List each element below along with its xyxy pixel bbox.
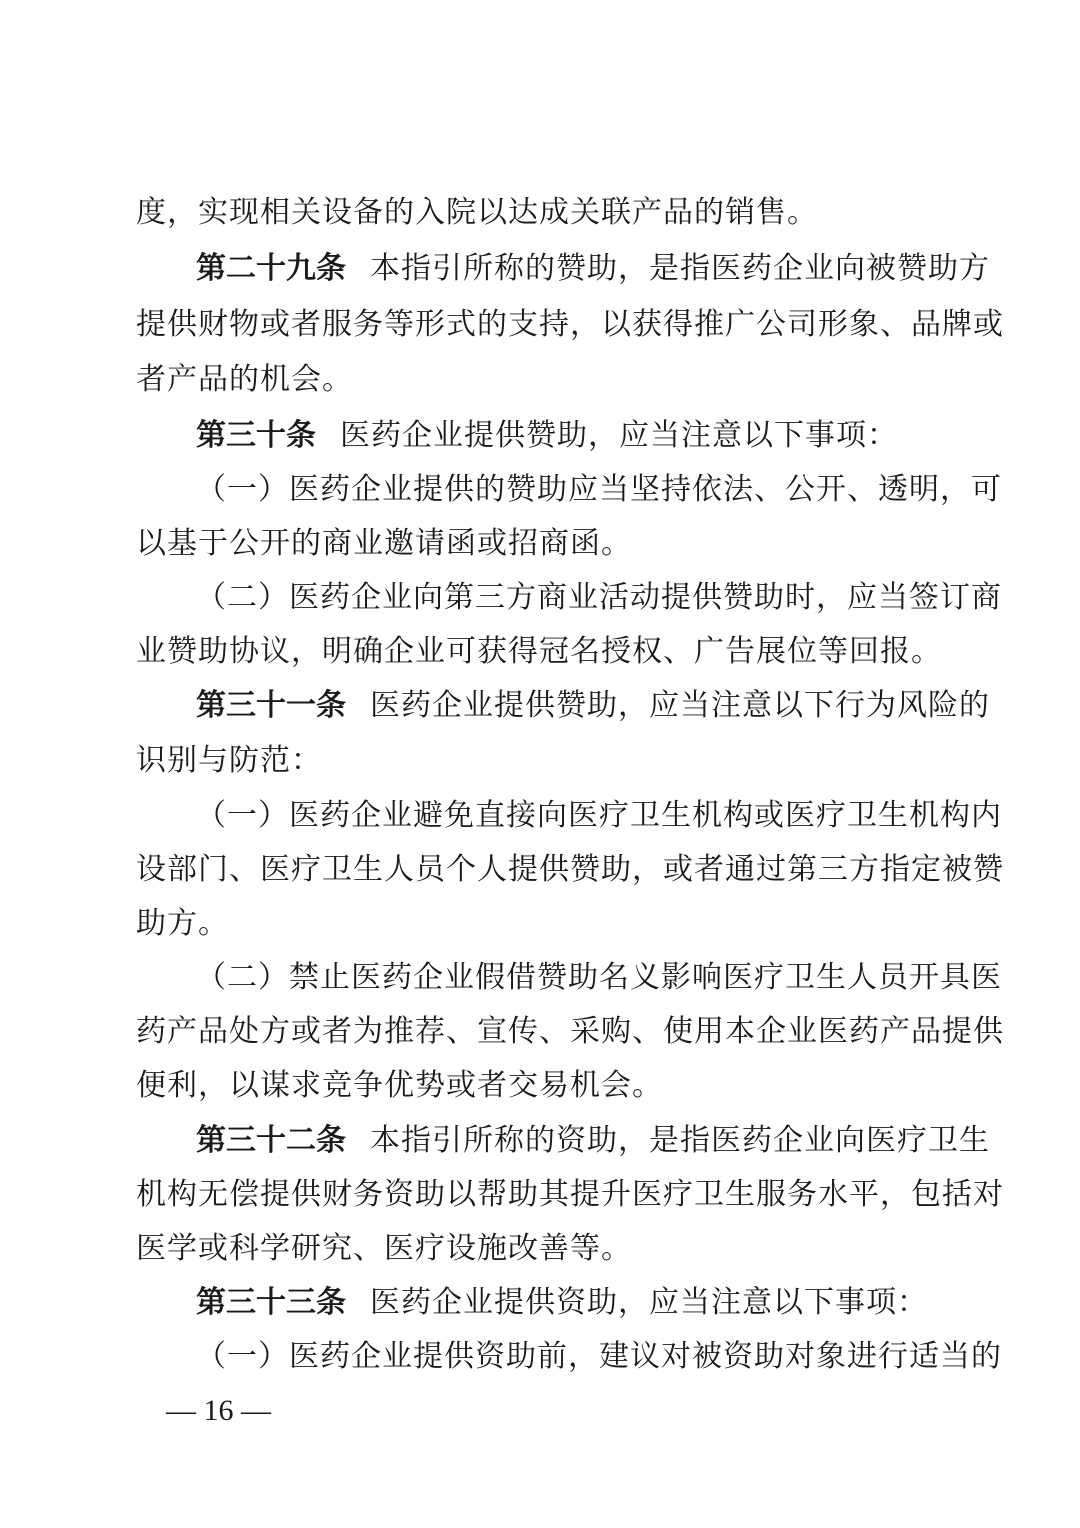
paragraph-line	[136, 524, 946, 564]
paragraph-line	[196, 1337, 1002, 1377]
line-text: 医药企业提供赞助，应当注意以下事项：	[340, 418, 898, 453]
paragraph-line	[136, 1175, 1004, 1215]
article-33-heading: 第三十三条	[196, 1285, 346, 1320]
line-text: 助方。	[136, 906, 229, 941]
paragraph-line	[136, 1229, 946, 1269]
line-text: 本指引所称的资助，是指医药企业向医疗卫生	[370, 1123, 990, 1158]
line-text: （二）禁止医药企业假借赞助名义影响医疗卫生人员开具医	[196, 960, 1002, 995]
line-text: 设部门、医疗卫生人员个人提供赞助，或者通过第三方指定被赞	[136, 852, 1004, 887]
paragraph-line	[136, 360, 946, 400]
paragraph-line	[136, 632, 946, 672]
article-29-heading: 第二十九条	[196, 251, 346, 286]
paragraph-line	[196, 796, 1002, 836]
line-text: （一）医药企业避免直接向医疗卫生机构或医疗卫生机构内	[196, 798, 1002, 833]
article-32-line-1	[196, 1121, 990, 1161]
paragraph-line	[136, 904, 946, 944]
paragraph-line	[136, 1012, 1004, 1052]
paragraph-line	[136, 1066, 946, 1106]
article-31-line-1	[196, 686, 990, 726]
paragraph-line	[136, 305, 1004, 345]
paragraph-line	[196, 958, 1002, 998]
line-text: 识别与防范：	[136, 743, 322, 778]
line-text: 医药企业提供赞助，应当注意以下行为风险的	[370, 688, 990, 723]
line-text: 医学或科学研究、医疗设施改善等。	[136, 1231, 632, 1266]
paragraph-line	[136, 850, 1004, 890]
line-text: 者产品的机会。	[136, 362, 353, 397]
page-number: — 16 —	[166, 1394, 271, 1427]
article-29-line-1	[196, 249, 990, 289]
line-text: （一）医药企业提供的赞助应当坚持依法、公开、透明，可	[196, 472, 1002, 507]
paragraph-line	[136, 741, 946, 781]
paragraph-line	[136, 193, 946, 233]
line-text: 医药企业提供资助，应当注意以下事项：	[370, 1285, 928, 1320]
line-text: 提供财物或者服务等形式的支持，以获得推广公司形象、品牌或	[136, 307, 1004, 342]
line-text: （一）医药企业提供资助前，建议对被资助对象进行适当的	[196, 1339, 1002, 1374]
line-text: （二）医药企业向第三方商业活动提供赞助时，应当签订商	[196, 580, 1002, 615]
paragraph-line	[196, 470, 1002, 510]
article-30-line-1	[196, 416, 946, 456]
article-31-heading: 第三十一条	[196, 688, 346, 723]
article-30-heading: 第三十条	[196, 418, 316, 453]
line-text: 以基于公开的商业邀请函或招商函。	[136, 526, 632, 561]
paragraph-line	[196, 578, 1002, 618]
line-text: 业赞助协议，明确企业可获得冠名授权、广告展位等回报。	[136, 634, 942, 669]
line-text: 机构无偿提供财务资助以帮助其提升医疗卫生服务水平，包括对	[136, 1177, 1004, 1212]
line-text: 本指引所称的赞助，是指医药企业向被赞助方	[370, 251, 990, 286]
line-text: 度，实现相关设备的入院以达成关联产品的销售。	[136, 195, 818, 230]
line-text: 便利，以谋求竞争优势或者交易机会。	[136, 1068, 663, 1103]
article-33-line-1	[196, 1283, 946, 1323]
article-32-heading: 第三十二条	[196, 1123, 346, 1158]
line-text: 药产品处方或者为推荐、宣传、采购、使用本企业医药产品提供	[136, 1014, 1004, 1049]
